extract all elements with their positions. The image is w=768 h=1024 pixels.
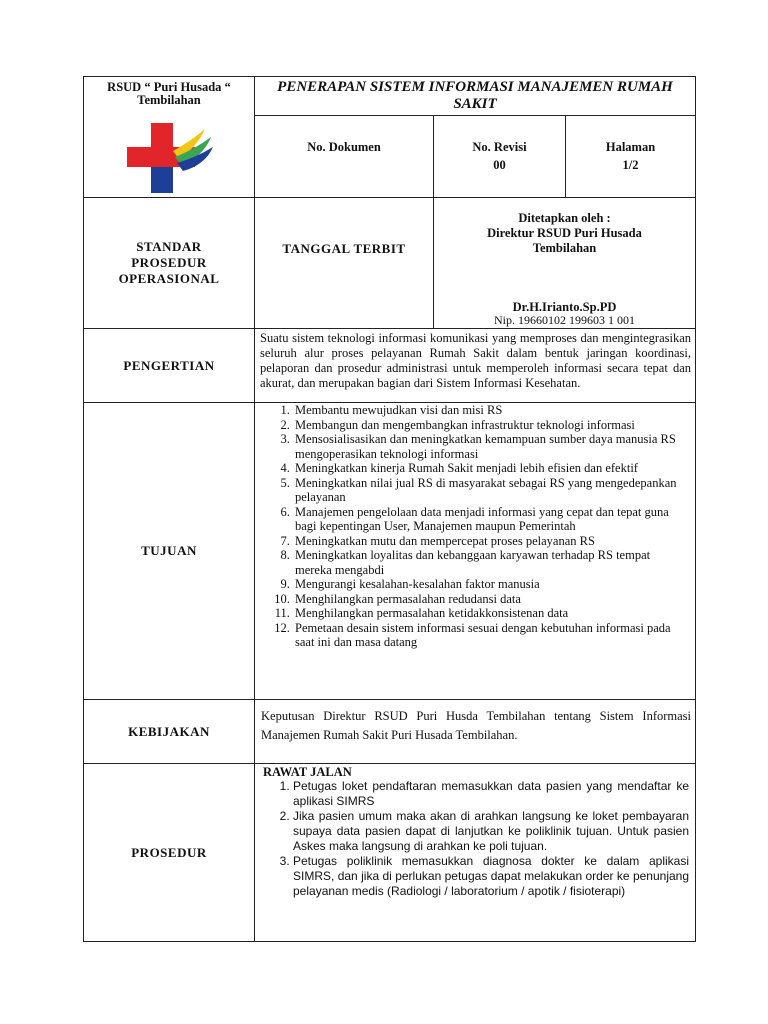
- pengertian-label-cell: [84, 329, 255, 403]
- list-item: 12. Pemetaan desain sistem informasi sesuai dengan kebutuhan informasi pada saat ini dan masa datang: [293, 621, 689, 650]
- sop-table: [83, 76, 696, 942]
- kebijakan-label: KEBIJAKAN: [128, 723, 210, 739]
- tujuan-content-cell: [255, 403, 696, 700]
- list-item: 8. Meningkatkan loyalitas dan kebanggaan karyawan terhadap RS tempat mereka mengabdi: [293, 548, 689, 577]
- no-revisi-value: 00: [493, 158, 506, 172]
- ditetapkan-line: Tembilahan: [532, 241, 597, 255]
- halaman-value: 1/2: [622, 158, 639, 172]
- list-item: 11. Menghilangkan permasalahan ketidakkonsistenan data: [293, 606, 689, 621]
- halaman-cell: [566, 116, 696, 198]
- signer-name: Dr.H.Irianto.Sp.PD: [512, 300, 617, 314]
- ditetapkan-line: Direktur RSUD Puri Husada: [487, 226, 642, 240]
- list-item: 5. Meningkatkan nilai jual RS di masyarakat sebagai RS yang mengedepankan pelayanan: [293, 476, 689, 505]
- tanggal-terbit-cell: [255, 198, 434, 329]
- sop-label-cell: [84, 198, 255, 329]
- list-item: 4. Meningkatkan kinerja Rumah Sakit menjadi lebih efisien dan efektif: [293, 461, 689, 476]
- halaman-label: Halaman: [605, 140, 656, 154]
- pengertian-content-cell: [255, 329, 696, 403]
- tujuan-label-cell: [84, 403, 255, 700]
- list-item: 9. Mengurangi kesalahan-kesalahan faktor manusia: [293, 577, 689, 592]
- kebijakan-label-cell: [84, 700, 255, 764]
- prosedur-list: [255, 779, 695, 899]
- list-item: 3. Mensosialisasikan dan meningkatkan kemampuan sumber daya manusia RS mengoperasikan teknologi informasi: [293, 432, 689, 461]
- list-item: 6. Manajemen pengelolaan data menjadi informasi yang cepat dan tepat guna bagi kepentingan User, Manajemen maupun Pemerintah: [293, 505, 689, 534]
- document-title: PENERAPAN SISTEM INFORMASI MANAJEMEN RUMAH SAKIT: [277, 79, 673, 112]
- no-revisi-cell: [434, 116, 566, 198]
- sop-label-line: PROSEDUR: [131, 255, 207, 270]
- kebijakan-text: Keputusan Direktur RSUD Puri Husda Tembilahan tentang Sistem Informasi Manajemen Rumah Sakit Puri Husada Tembilahan.: [261, 709, 692, 742]
- prosedur-label-cell: [84, 764, 255, 942]
- ditetapkan-cell: [434, 198, 696, 329]
- sop-label-line: OPERASIONAL: [118, 271, 220, 286]
- list-item: 1. Membantu mewujudkan visi dan misi RS: [293, 403, 689, 418]
- sop-label-line: STANDAR: [136, 239, 202, 254]
- hospital-name: RSUD “ Puri Husada “ Tembilahan: [107, 80, 231, 107]
- ditetapkan-block: [434, 198, 695, 256]
- list-item: 3. Petugas poliklinik memasukkan diagnosa dokter ke dalam aplikasi SIMRS, dan jika di perlukan petugas dapat melakukan order ke penunjang pelayanan medis (Radiologi / laboratorium / apotik / fisioterapi): [293, 854, 689, 899]
- list-item: 10. Menghilangkan permasalahan redudansi data: [293, 592, 689, 607]
- sop-label: [84, 239, 254, 287]
- pengertian-text: Suatu sistem teknologi informasi komunikasi yang memproses dan mengintegrasikan seluruh alur proses pelayanan Rumah Sakit dalam bentuk jaringan koordinasi, pelaporan dan prosedur administrasi untuk memperoleh informasi secara tepat dan akurat, dan merupakan bagian dari Sistem Informasi Kesehatan.: [260, 331, 692, 390]
- header-title-cell: [255, 77, 696, 116]
- header-hospital-cell: [84, 77, 255, 198]
- list-item: 1. Petugas loket pendaftaran memasukkan data pasien yang mendaftar ke aplikasi SIMRS: [293, 779, 689, 809]
- list-item: 7. Meningkatkan mutu dan mempercepat proses pelayanan RS: [293, 534, 689, 549]
- tujuan-list: [255, 403, 695, 650]
- prosedur-subheading: RAWAT JALAN: [263, 765, 352, 779]
- signer-nip: Nip. 19660102 199603 1 001: [494, 313, 635, 327]
- hospital-cross-logo-icon: [121, 121, 217, 195]
- tanggal-terbit-label: TANGGAL TERBIT: [282, 241, 406, 256]
- tujuan-label: TUJUAN: [141, 543, 197, 558]
- prosedur-label: PROSEDUR: [131, 844, 207, 860]
- ditetapkan-line: Ditetapkan oleh :: [518, 211, 611, 225]
- kebijakan-content-cell: [255, 700, 696, 764]
- no-dokumen-cell: [255, 116, 434, 198]
- pengertian-label: PENGERTIAN: [123, 357, 215, 373]
- sop-document: [83, 76, 695, 942]
- no-revisi-label: No. Revisi: [472, 140, 527, 154]
- list-item: 2. Membangun dan mengembangkan infrastruktur teknologi informasi: [293, 418, 689, 433]
- list-item: 2. Jika pasien umum maka akan di arahkan langsung ke loket pembayaran supaya data pasien dapat di lanjutkan ke poliklinik tujuan. Untuk pasien Askes maka langsung di arahkan ke poli tujuan.: [293, 809, 689, 854]
- no-dokumen-label: No. Dokumen: [307, 140, 381, 154]
- prosedur-content-cell: [255, 764, 696, 942]
